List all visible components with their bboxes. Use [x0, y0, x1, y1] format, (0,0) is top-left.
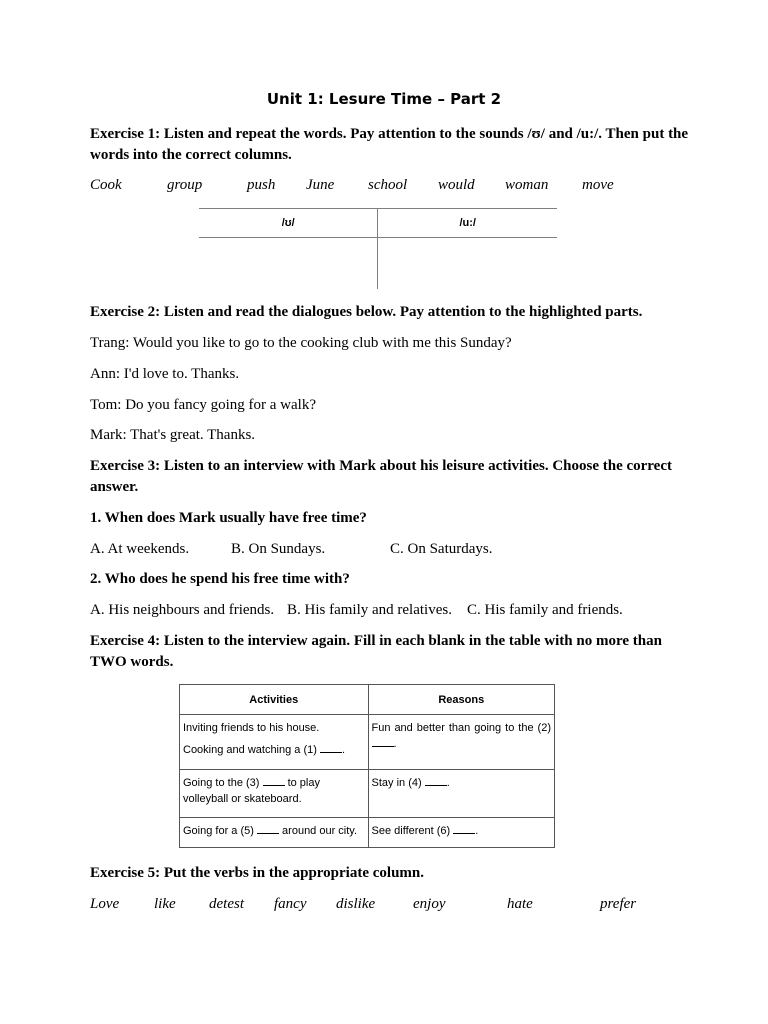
reason-cell: Stay in (4) .	[368, 770, 554, 818]
answer-cell[interactable]	[378, 238, 557, 289]
dialogue-line: Trang: Would you like to go to the cooking club with me this Sunday?	[90, 335, 512, 351]
word-item: school	[368, 177, 408, 193]
exercise-1-heading: Exercise 1: Listen and repeat the words. Pay attention to the sounds /ʊ/ and /u:/. Then put the words into the correct columns.	[90, 126, 689, 163]
verb-item: dislike	[336, 896, 376, 912]
activity-cell: Going to the (3) to play volleyball or skateboard.	[180, 770, 369, 818]
exercise-4-heading: Exercise 4: Listen to the interview again. Fill in each blank in the table with no more than TWO words.	[90, 633, 662, 670]
table-row	[180, 770, 555, 818]
answer-option[interactable]: A. At weekends.	[90, 541, 190, 557]
verb-item: detest	[209, 896, 244, 912]
exercise-2-heading: Exercise 2: Listen and read the dialogues below. Pay attention to the highlighted parts.	[90, 304, 643, 320]
blank-1[interactable]	[320, 742, 342, 753]
answer-option[interactable]: A. His neighbours and friends.	[90, 602, 275, 618]
verb-item: prefer	[600, 896, 637, 912]
question-1-options	[0, 539, 768, 561]
reason-cell: Fun and better than going to the (2) .	[368, 715, 554, 770]
question-1: 1. When does Mark usually have free time?	[90, 510, 367, 526]
verb-item: Love	[90, 896, 120, 912]
answer-option[interactable]: C. His family and friends.	[467, 602, 623, 618]
reason-cell: See different (6) .	[368, 818, 554, 848]
activity-cell: Inviting friends to his house. Cooking and watching a (1) .	[180, 715, 369, 770]
dialogue-line: Tom: Do you fancy going for a walk?	[90, 397, 316, 413]
answer-option[interactable]: B. His family and relatives.	[287, 602, 452, 618]
column-header: /u:/	[378, 209, 557, 238]
page-title: Unit 1: Lesure Time – Part 2	[266, 90, 502, 108]
sound-columns-table	[199, 208, 557, 289]
exercise-1-word-list	[0, 175, 768, 197]
question-2: 2. Who does he spend his free time with?	[90, 571, 350, 587]
exercise-3-heading: Exercise 3: Listen to an interview with Mark about his leisure activities. Choose the correct answer.	[90, 458, 672, 495]
blank-5[interactable]	[257, 823, 279, 834]
answer-option[interactable]: B. On Sundays.	[231, 541, 326, 557]
blank-3[interactable]	[263, 775, 285, 786]
exercise-5-word-list	[0, 894, 768, 916]
table-row	[180, 818, 555, 848]
table-row	[180, 715, 555, 770]
verb-item: hate	[507, 896, 533, 912]
question-2-options	[0, 600, 768, 622]
word-item: push	[247, 177, 276, 193]
verb-item: like	[154, 896, 176, 912]
word-item: June	[306, 177, 335, 193]
word-item: move	[582, 177, 614, 193]
table-header-reasons: Reasons	[368, 685, 554, 715]
blank-4[interactable]	[425, 775, 447, 786]
dialogue-line: Ann: I'd love to. Thanks.	[90, 366, 240, 382]
dialogue-line: Mark: That's great. Thanks.	[90, 427, 256, 443]
activity-cell: Going for a (5) around our city.	[180, 818, 369, 848]
table-header-activities: Activities	[180, 685, 369, 715]
blank-6[interactable]	[453, 823, 475, 834]
column-header: /ʊ/	[199, 209, 378, 238]
verb-item: fancy	[274, 896, 307, 912]
word-item: would	[438, 177, 475, 193]
word-item: woman	[505, 177, 549, 193]
answer-option[interactable]: C. On Saturdays.	[390, 541, 493, 557]
verb-item: enjoy	[413, 896, 446, 912]
word-item: group	[167, 177, 203, 193]
answer-cell[interactable]	[199, 238, 378, 289]
activities-reasons-table	[179, 684, 555, 848]
word-item: Cook	[90, 177, 122, 193]
exercise-5-heading: Exercise 5: Put the verbs in the appropriate column.	[90, 865, 425, 881]
blank-2[interactable]	[372, 736, 394, 747]
